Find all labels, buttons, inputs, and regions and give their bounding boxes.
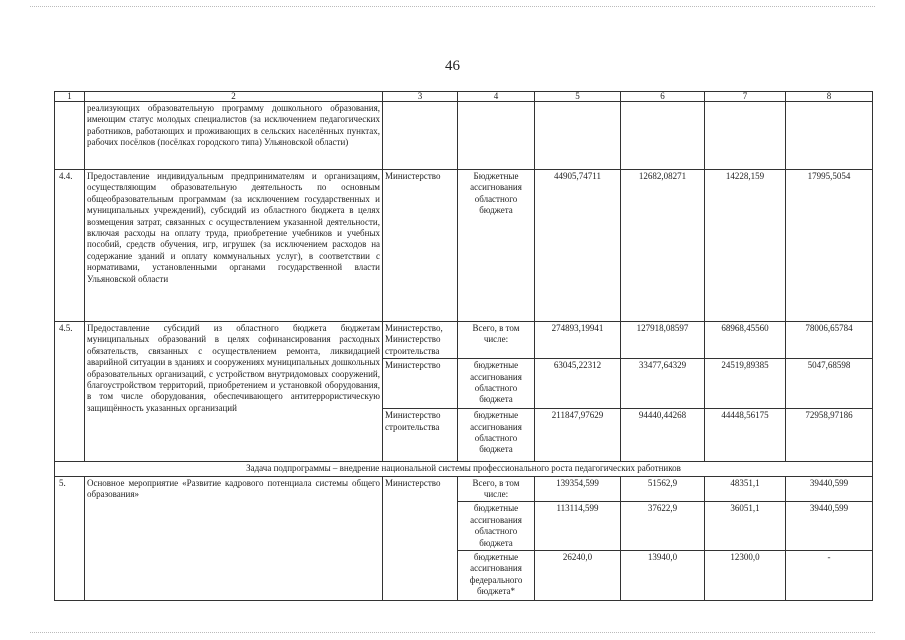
value-year-3: 5047,68598 — [786, 359, 873, 409]
value-total: 44905,74711 — [535, 170, 621, 322]
value-year-2: 14228,159 — [705, 170, 786, 322]
value-year-3: 39440,599 — [786, 476, 873, 502]
value-year-3: 17995,5054 — [786, 170, 873, 322]
header-cell: 6 — [621, 92, 705, 102]
value-year-2: 48351,1 — [705, 476, 786, 502]
page-number: 46 — [445, 58, 460, 74]
executor-cell: Министерство строительства — [383, 409, 458, 462]
header-cell: 1 — [55, 92, 85, 102]
value-year-1: 33477,64329 — [621, 359, 705, 409]
funding-source-cell: бюджетные ассигнования областного бюджета — [458, 409, 535, 462]
header-row — [55, 92, 873, 102]
row-description: Предоставление индивидуальным предпринимателям и организациям, осуществляющим образовательную деятельность по основным общеобразовательным программам (за исключением государственных и муниципальных учреждений), субсидий из областного бюджета в целях возмещения затрат, связанных с осуществлением указанной деятельности, включая расходы на оплату труда, приобретение учебников и учебных пособий, средств обучения, игр, игрушек (за исключением расходов на содержание зданий и оплату коммунальных услуг), в соответствии с нормативами, установленными органами государственной власти Ульяновской области — [85, 170, 383, 322]
row-number: 4.4. — [55, 170, 85, 322]
value-year-2: 36051,1 — [705, 502, 786, 551]
empty-cell — [383, 102, 458, 170]
header-cell: 3 — [383, 92, 458, 102]
value-year-1: 12682,08271 — [621, 170, 705, 322]
empty-cell — [705, 102, 786, 170]
funding-source-cell: Всего, в том числе: — [458, 476, 535, 502]
table-row-4-5 — [55, 322, 873, 359]
row-number: 4.5. — [55, 322, 85, 462]
row-description: Основное мероприятие «Развитие кадрового потенциала системы общего образования» — [85, 476, 383, 600]
value-total: 26240,0 — [535, 551, 621, 601]
empty-cell — [535, 102, 621, 170]
executor-cell: Министерство — [383, 476, 458, 600]
header-cell: 8 — [786, 92, 873, 102]
value-year-2: 12300,0 — [705, 551, 786, 601]
top-border-line — [30, 6, 875, 7]
table-row-5 — [55, 476, 873, 502]
value-total: 63045,22312 — [535, 359, 621, 409]
row-description: реализующих образовательную программу дошкольного образования, имеющим статус молодых специалистов (за исключением педагогических работников, работающих и проживающих в сельских населённых пунктах, рабочих посёлков (посёлках городского типа) Ульяновской области) — [85, 102, 383, 170]
executor-cell: Министерство — [383, 359, 458, 409]
funding-source-cell: бюджетные ассигнования областного бюджета — [458, 359, 535, 409]
section-header-row — [55, 462, 873, 476]
header-cell: 5 — [535, 92, 621, 102]
funding-source-cell: бюджетные ассигнования областного бюджета — [458, 502, 535, 551]
value-year-2: 68968,45560 — [705, 322, 786, 359]
table-row-continuation — [55, 102, 873, 170]
value-year-3: 72958,97186 — [786, 409, 873, 462]
value-year-1: 37622,9 — [621, 502, 705, 551]
value-year-3: 39440,599 — [786, 502, 873, 551]
header-cell: 7 — [705, 92, 786, 102]
section-title: Задача подпрограммы – внедрение национальной системы профессионального роста педагогических работников — [55, 462, 873, 476]
executor-cell: Министерство — [383, 170, 458, 322]
row-description: Предоставление субсидий из областного бюджета бюджетам муниципальных образований в целях софинансирования расходных обязательств, связанных с осуществлением ремонта, ликвидацией аварийной ситуации в зданиях и сооружениях муниципальных дошкольных образовательных организаций, с устройством внутридомовых сооружений, благоустройством территорий, приобретением и установкой оборудования, в том числе оборудования, обеспечивающего антитеррористическую защищённость указанных организаций — [85, 322, 383, 462]
value-year-3: 78006,65784 — [786, 322, 873, 359]
value-total: 139354,599 — [535, 476, 621, 502]
value-total: 274893,19941 — [535, 322, 621, 359]
bottom-border-line — [30, 632, 875, 633]
funding-source-cell: Бюджетные ассигнования областного бюджета — [458, 170, 535, 322]
header-cell: 4 — [458, 92, 535, 102]
funding-source-cell: бюджетные ассигнования федерального бюджета* — [458, 551, 535, 601]
value-total: 211847,97629 — [535, 409, 621, 462]
value-year-2: 44448,56175 — [705, 409, 786, 462]
executor-cell: Министерство, Министерство строительства — [383, 322, 458, 359]
value-total: 113114,599 — [535, 502, 621, 551]
value-year-2: 24519,89385 — [705, 359, 786, 409]
table-row-4-4 — [55, 170, 873, 322]
value-year-3: - — [786, 551, 873, 601]
value-year-1: 127918,08597 — [621, 322, 705, 359]
value-year-1: 13940,0 — [621, 551, 705, 601]
empty-cell — [621, 102, 705, 170]
header-cell: 2 — [85, 92, 383, 102]
value-year-1: 51562,9 — [621, 476, 705, 502]
empty-cell — [458, 102, 535, 170]
funding-source-cell: Всего, в том числе: — [458, 322, 535, 359]
row-number: 5. — [55, 476, 85, 600]
value-year-1: 94440,44268 — [621, 409, 705, 462]
row-number — [55, 102, 85, 170]
budget-table — [54, 91, 873, 601]
empty-cell — [786, 102, 873, 170]
